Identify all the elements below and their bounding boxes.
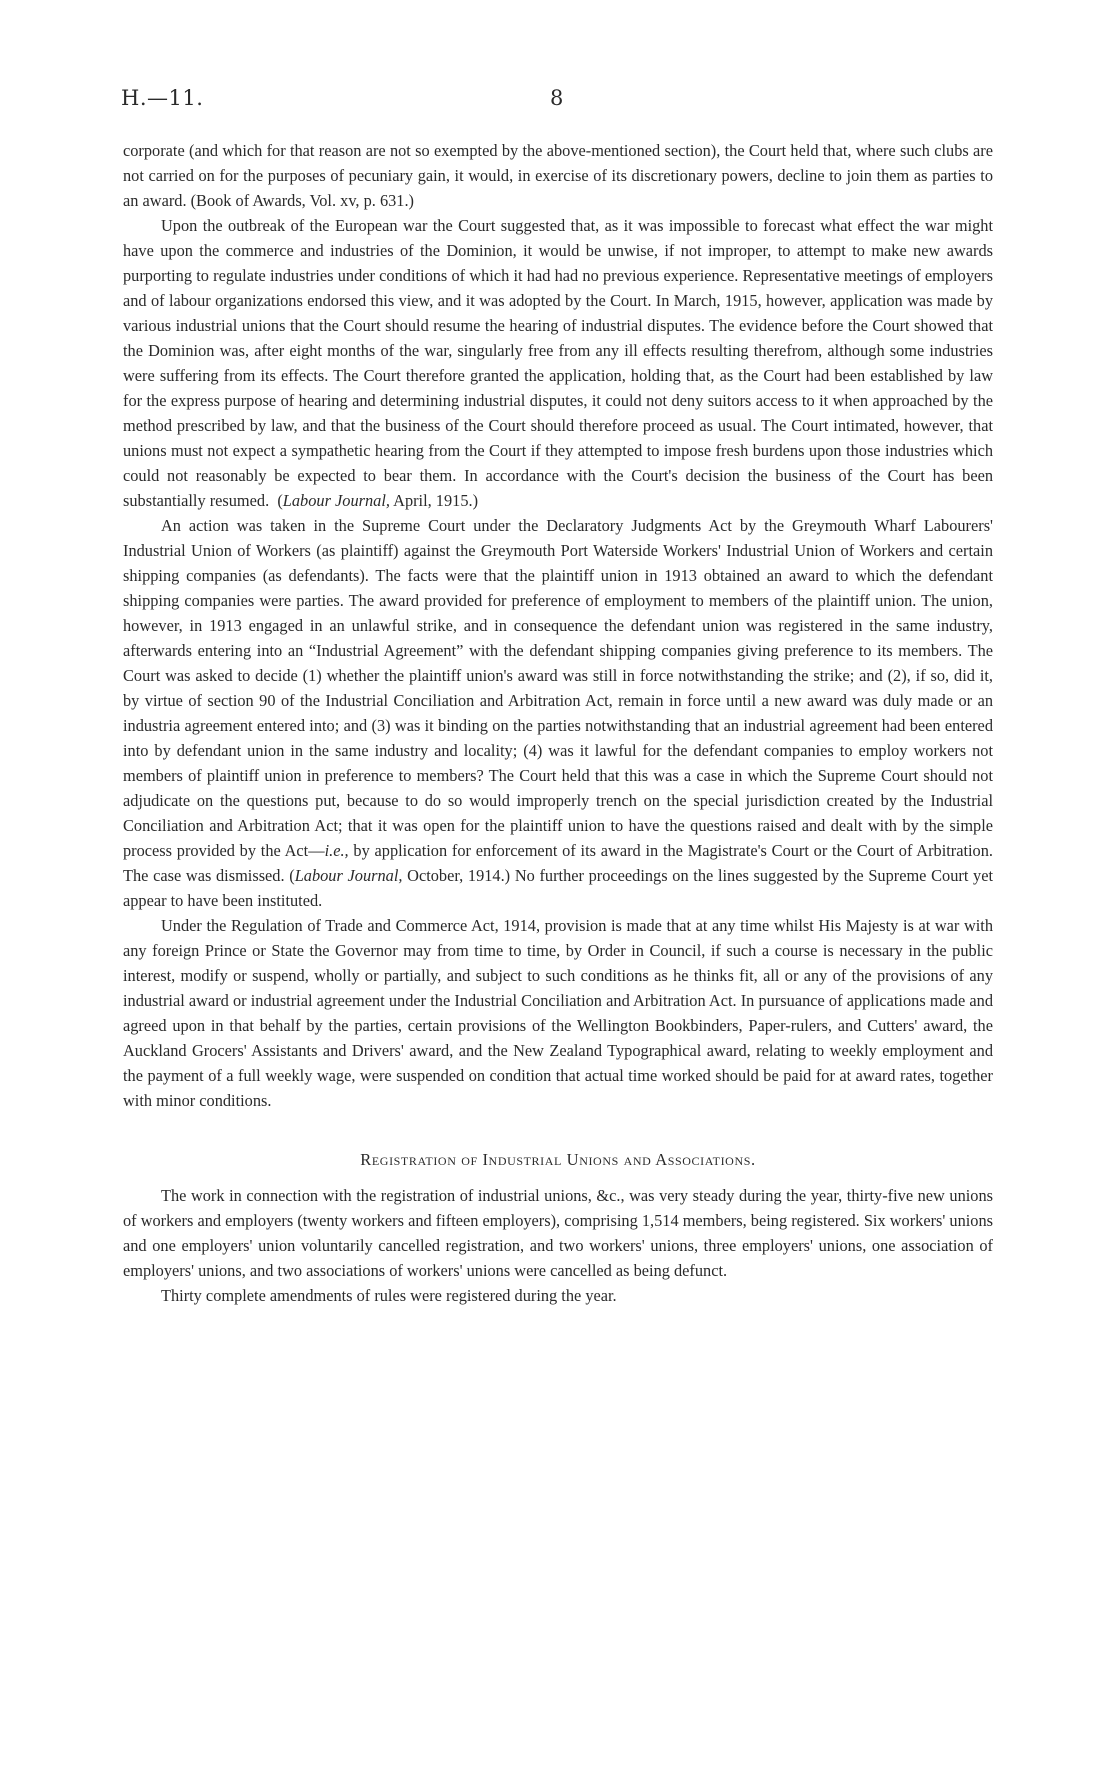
paragraph-european-war: Upon the outbreak of the European war the Court suggested that, as it was impossible to forecast what effect the war might have upon the commerce and industries of the Dominion, it would be unwise, if not improper, to attempt to make new awards purporting to regulate industries under conditions of which it had had no previous experience. Representative meetings of employers and of labour organizations endorsed this view, and it was adopted by the Court. In March, 1915, however, application was made by various industrial unions that the Court should resume the hearing of industrial disputes. The evidence before the Court showed that the Dominion was, after eight months of the war, singularly free from any ill effects resulting therefrom, although some industries were suffering from its effects. The Court therefore granted the application, holding that, as the Court had been established by law for the express purpose of hearing and determining industrial disputes, it could not deny suitors access to it when approached by the method prescribed by law, and that the business of the Court should therefore proceed as usual. The Court intimated, however, that unions must not expect a sympathetic hearing from the Court if they attempted to impose fresh burdens upon those industries which could not reasonably be expected to bear them. In accordance with the Court's decision the business of the Court has been substantially resumed. (Labour Journal, April, 1915.) [123,216,993,510]
citation-journal: Labour Journal, [294,866,403,885]
paragraph-registration: The work in connection with the registration of industrial unions, &c., was very steady during the year, thirty-five new unions of workers and employers (twenty workers and fifteen employers), comprising 1,514 members, being registered. Six workers' unions and one employers' union voluntarily cancelled registration, and two workers' unions, three employers' unions, one association of employers' unions, and two associations of workers' unions were cancelled as being defunct. [123,1186,993,1280]
paragraph-greymouth-action: An action was taken in the Supreme Court under the Declaratory Judgments Act by the Greymouth Wharf Labourers' Industrial Union of Workers (as plaintiff) against the Greymouth Port Waterside Workers' Industrial Union of Workers and certain shipping companies (as defendants). The facts were that the plaintiff union in 1913 obtained an award to which the defendant shipping companies were parties. The award provided for preference of employment to members of the plaintiff union. The union, however, in 1913 engaged in an unlawful strike, and in consequence the defendant union was registered in the same industry, afterwards entering into an “Industrial Agreement” with the defendant shipping companies giving preference to its members. The Court was asked to decide (1) whether the plaintiff union's award was still in force notwithstanding the strike; and (2), if so, did it, by virtue of section 90 of the Industrial Conciliation and Arbitration Act, remain in force until a new award was duly made or an industria agreement entered into; and (3) was it binding on the parties notwithstanding that an industrial agreement had been entered into by defendant union in the same industry and locality; (4) was it lawful for the defendant companies to employ workers not members of plaintiff union in preference to members? The Court held that this was a case in which the Supreme Court should not adjudicate on the questions put, because to do so would improperly trench on the special jurisdiction created by the Industrial Conciliation and Arbitration Act; that it was open for the plaintiff union to have the questions raised and dealt with by the simple process provided by the Act—i.e., by application for enforcement of its award in the Magistrate's Court or the Court of Arbitration. The case was dismissed. (Labour Journal, October, 1914.) No further proceedings on the lines suggested by the Supreme Court yet appear to have been instituted. [123,516,994,910]
body-text [123,138,993,1308]
paragraph-amendments: Thirty complete amendments of rules were registered during the year. [161,1286,617,1305]
citation-journal: Labour Journal, [282,491,390,510]
paragraph-continuation: corporate (and which for that reason are not so exempted by the above-mentioned section), the Court held that, where such clubs are not carried on for the purposes of pecuniary gain, it would, in exercise of its discretionary powers, decline to join them as parties to an award. (Book of Awards, Vol. xv, p. 631.) [123,141,993,210]
paragraph-trade-commerce-act: Under the Regulation of Trade and Commerce Act, 1914, provision is made that at any time whilst His Majesty is at war with any foreign Prince or State the Governor may from time to time, by Order in Council, if such a course is necessary in the public interest, modify or suspend, wholly or partially, and subject to such conditions as he thinks fit, all or any of the provisions of any industrial award or industrial agreement under the Industrial Conciliation and Arbitration Act. In pursuance of applications made and agreed upon in that behalf by the parties, certain provisions of the Wellington Bookbinders, Paper-rulers, and Cutters' award, the Auckland Grocers' Assistants and Drivers' award, and the New Zealand Typographical award, relating to weekly employment and the payment of a full weekly wage, were suspended on condition that actual time worked should be paid for at award rates, together with minor conditions. [123,916,993,1110]
page-number: 8 [550,86,564,110]
section-heading: Registration of Industrial Unions and Associations. [360,1150,756,1169]
document-reference: H.—11. [121,86,204,110]
